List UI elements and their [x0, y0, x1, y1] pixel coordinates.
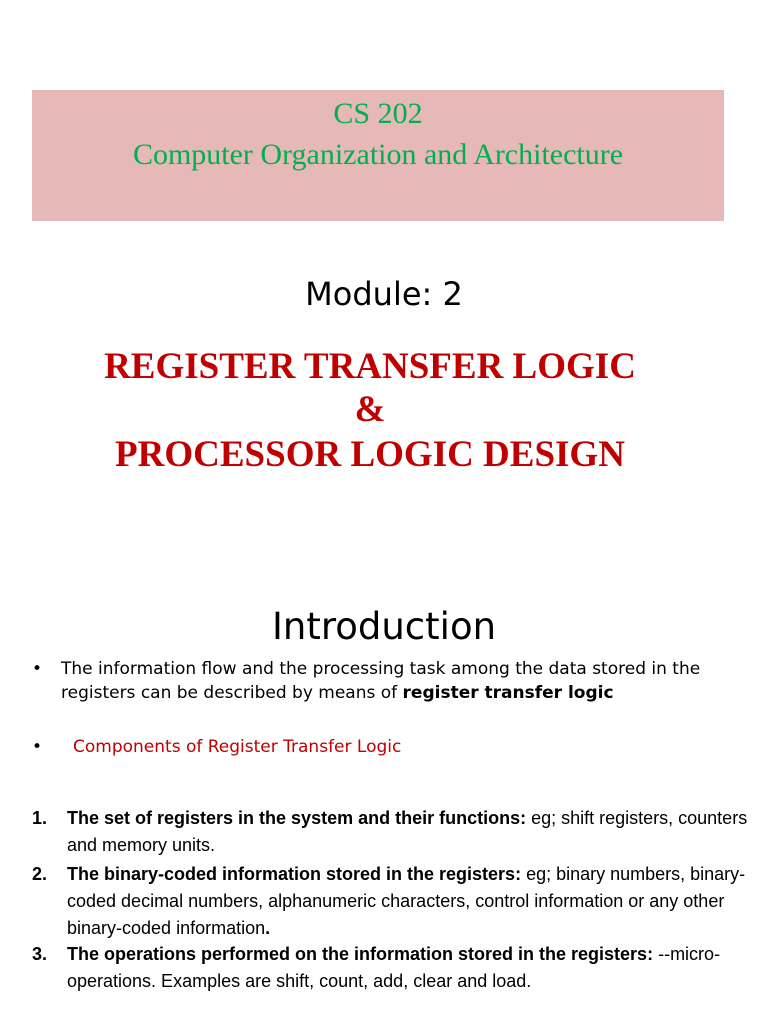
- bullet-item-1: [32, 657, 762, 705]
- bullet-text: Components of Register Transfer Logic: [73, 737, 402, 757]
- course-name: Computer Organization and Architecture: [132, 138, 624, 171]
- title-ampersand: &: [354, 389, 386, 430]
- module-label: Module: 2: [305, 275, 463, 313]
- item-number: 1.: [32, 808, 48, 828]
- numbered-item-1: [32, 805, 752, 859]
- item-text: eg; shift registers, counters and memory units.: [67, 808, 748, 855]
- item-number: 3.: [32, 944, 48, 964]
- section-heading: Introduction: [271, 605, 497, 648]
- bullet-item-2: [32, 735, 762, 759]
- bullet-text: The information flow and the processing task among the data stored in the registers can be described by means of: [61, 659, 701, 703]
- bullet-marker: •: [32, 659, 43, 679]
- course-code: CS 202: [333, 97, 423, 130]
- item-text: eg; binary numbers, binary-coded decimal numbers, alphanumeric characters, control information or any other binary-coded information: [67, 864, 746, 938]
- item-trailing-bold: .: [265, 918, 271, 938]
- title-line-1: REGISTER TRANSFER LOGIC: [104, 346, 636, 387]
- bullet-marker: •: [32, 737, 43, 757]
- title-line-2: PROCESSOR LOGIC DESIGN: [115, 434, 625, 475]
- item-number: 2.: [32, 864, 48, 884]
- numbered-item-3: [32, 941, 752, 995]
- numbered-item-2: [32, 861, 752, 942]
- item-bold-text: The binary-coded information stored in the registers:: [67, 864, 522, 884]
- item-text: --micro-operations. Examples are shift, count, add, clear and load.: [67, 944, 721, 991]
- bullet-bold-text: register transfer logic: [402, 683, 614, 703]
- item-bold-text: The set of registers in the system and their functions:: [67, 808, 527, 828]
- item-bold-text: The operations performed on the information stored in the registers:: [67, 944, 654, 964]
